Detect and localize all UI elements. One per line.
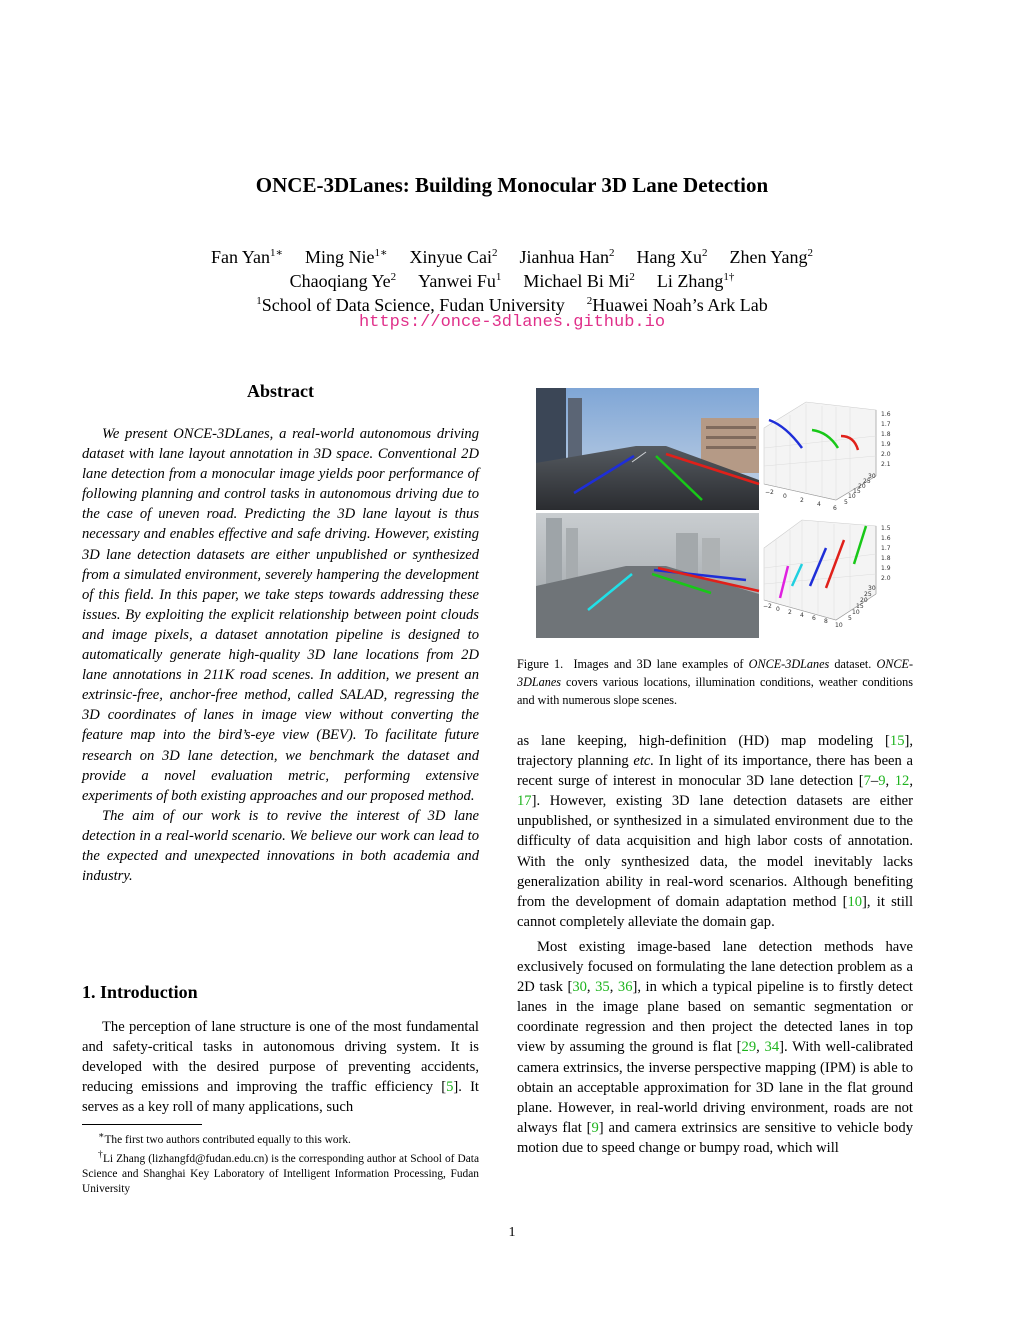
section-heading-introduction: 1. Introduction <box>82 982 198 1002</box>
z-tick: 1.7 <box>881 421 891 428</box>
abstract-heading: Abstract <box>247 381 314 401</box>
footnotes <box>82 1129 479 1197</box>
paper-title: ONCE-3DLanes: Building Monocular 3D Lane Detection <box>255 173 769 197</box>
citation-link[interactable]: 35 <box>595 979 610 996</box>
citation-link[interactable]: 10 <box>847 893 863 910</box>
z-tick: 2.0 <box>881 451 891 458</box>
road-photo-sunny <box>536 388 759 510</box>
author: Chaoqiang Ye$^2$ <box>289 271 397 291</box>
citation-link[interactable]: 12 <box>894 773 910 790</box>
citation-link[interactable]: 36 <box>617 979 633 996</box>
project-url-link[interactable]: https://once-3dlanes.github.io <box>358 313 666 332</box>
author: Jianhua Han$^2$ <box>519 247 615 267</box>
lane-3d-plot-1 <box>764 402 891 512</box>
y-tick: 15 <box>853 488 861 495</box>
citation-link[interactable]: 5 <box>446 1079 454 1096</box>
citation-link[interactable]: 9 <box>878 773 886 790</box>
body-paragraph: as lane keeping, high-definition (HD) map modeling [15], trajectory planning etc. In light of its importance, there has been a recent surge of interest in monocular 3D lane detection [7–9, 12, 17]. However, existing 3D lane detection datasets are either unpublished, or synthesized in a simulated environment due to the difficulty of data acquisition and high labor costs of annotation. With the only synthesized data, the model inevitably lacks generalization ability in real-word scenarios. Although benefiting from the development of domain adaptation method [10], it still cannot completely alleviate the domain gap. <box>517 733 913 930</box>
abstract-paragraph: We present ONCE-3DLanes, a real-world autonomous driving dataset with lane layout annotation in 3D space. Conventional 2D lane detection from a monocular image yields poor performance of following planning and control tasks in autonomous driving due to the case of uneven road. Predicting the 3D lane layout is thus necessary and enables effective and safe driving. However, existing 3D lane detection datasets are either unpublished or synthesized from a simulated environment, severely hampering the development of this field. In this paper, we take steps towards addressing these issues. By exploiting the explicit relationship between point clouds and image pixels, a dataset annotation pipeline is designed to automatically generate high-quality 3D lane locations from 2D lane annotations in 211K road scenes. In addition, we present an extrinsic-free, anchor-free method, called SALAD, regressing the 3D coordinates of lanes in image view without converting the feature map into the bird’s-eye view (BEV). To facilitate future research on 3D lane detection, we benchmark the dataset and provide a novel evaluation metric, performing extensive experiments of both existing approaches and our proposed method. <box>82 426 479 804</box>
z-tick: 1.7 <box>881 545 891 552</box>
z-tick: 1.6 <box>881 535 891 542</box>
lane-3d-plot-2 <box>763 520 891 629</box>
y-tick: 30 <box>868 585 876 592</box>
x-tick: −2 <box>763 603 772 610</box>
citation-link[interactable]: 30 <box>572 979 587 996</box>
citation-link[interactable]: 17 <box>517 793 532 810</box>
citation-link[interactable]: 7 <box>863 773 871 790</box>
y-tick: 5 <box>848 615 852 622</box>
x-tick: 0 <box>776 606 780 613</box>
x-tick: 10 <box>835 622 843 629</box>
z-tick: 1.6 <box>881 411 891 418</box>
x-tick: 6 <box>812 615 816 622</box>
y-tick: 20 <box>858 483 866 490</box>
z-tick: 1.9 <box>881 441 891 448</box>
page-number: 1 <box>508 1225 516 1240</box>
author: Hang Xu$^2$ <box>636 247 708 267</box>
y-tick: 25 <box>864 591 872 598</box>
citation-link[interactable]: 9 <box>591 1119 599 1136</box>
x-tick: 4 <box>817 501 821 508</box>
y-tick: 10 <box>848 493 856 500</box>
z-tick: 1.8 <box>881 431 891 438</box>
z-tick: 2.0 <box>881 575 891 582</box>
author: Li Zhang$^{1\dagger}$ <box>656 271 735 291</box>
citation-link[interactable]: 29 <box>741 1039 757 1056</box>
figure-1-caption: Figure 1. Images and 3D lane examples of ONCE-3DLanes dataset. ONCE-3DLanes covers various locations, illumination conditions, weather conditions and with numerous slope scenes. <box>517 657 914 707</box>
author: Ming Nie$^{1∗}$ <box>305 247 388 267</box>
citation-link[interactable]: 34 <box>764 1039 780 1056</box>
road-photo-foggy <box>536 513 759 638</box>
footnote-divider <box>82 1124 202 1125</box>
body-paragraph: Most existing image-based lane detection methods have exclusively focused on formulating the lane detection problem as a 2D task [30, 35, 36], in which a typical pipeline is to firstly detect lanes in the image plane based on semantic segmentation or coordinate regression and then project the detected lanes in top view by assuming the ground is flat [29, 34]. With well-calibrated camera extrinsics, the inverse perspective mapping (IPM) is able to obtain an acceptable approximation for 3D lane in the flat ground plane. However, in real-world driving environment, roads are not always flat [9] and camera extrinsics are sensitive to vehicle body motion due to speed change or bumpy road, which will <box>517 938 913 1156</box>
author: Yanwei Fu$^1$ <box>418 271 502 291</box>
z-tick: 1.8 <box>881 555 891 562</box>
z-tick: 2.1 <box>881 461 891 468</box>
z-tick: 1.9 <box>881 565 891 572</box>
x-tick: 8 <box>824 618 828 625</box>
author: Zhen Yang$^2$ <box>729 247 813 267</box>
y-tick: 15 <box>856 603 864 610</box>
right-column-body <box>517 731 913 1158</box>
y-tick: 5 <box>844 499 848 506</box>
x-tick: 4 <box>800 612 804 619</box>
z-tick: 1.5 <box>881 525 891 532</box>
intro-paragraph: The perception of lane structure is one of the most fundamental and safety-critical tasks in autonomous driving system. It is developed with the desired purpose of preventing accidents, reducing emissions and improving the traffic efficiency [5]. It serves as a key roll of many applications, such <box>82 1019 479 1116</box>
author: Fan Yan$^{1∗}$ <box>211 247 284 267</box>
figure-1 <box>536 388 910 638</box>
footnote: ∗The first two authors contributed equally to this work. <box>98 1131 351 1146</box>
intro-body <box>82 1017 479 1117</box>
y-tick: 30 <box>868 473 876 480</box>
x-tick: 2 <box>800 497 804 504</box>
x-tick: 2 <box>788 609 792 616</box>
y-tick: 20 <box>860 597 868 604</box>
x-tick: 6 <box>833 505 837 512</box>
x-tick: −2 <box>765 489 774 496</box>
y-tick: 10 <box>852 609 860 616</box>
x-tick: 0 <box>783 493 787 500</box>
author: Xinyue Cai$^2$ <box>409 247 498 267</box>
abstract-paragraph: The aim of our work is to revive the interest of 3D lane detection in a real-world scenario. We believe our work can lead to the expected and unexpected innovations in both academia and industry. <box>82 807 479 885</box>
citation-link[interactable]: 15 <box>889 733 905 749</box>
affiliation: $^1$School of Data Science, Fudan University <box>256 295 565 315</box>
author: Michael Bi Mi$^2$ <box>523 271 635 291</box>
affiliation: $^2$Huawei Noah’s Ark Lab <box>586 295 768 315</box>
y-tick: 25 <box>863 478 871 485</box>
abstract-body <box>82 424 479 886</box>
footnote: †Li Zhang (lizhangfd@fudan.edu.cn) is the corresponding author at School of Data Science and Shanghai Key Laboratory of Intelligent Information Processing, Fudan University <box>82 1149 480 1195</box>
